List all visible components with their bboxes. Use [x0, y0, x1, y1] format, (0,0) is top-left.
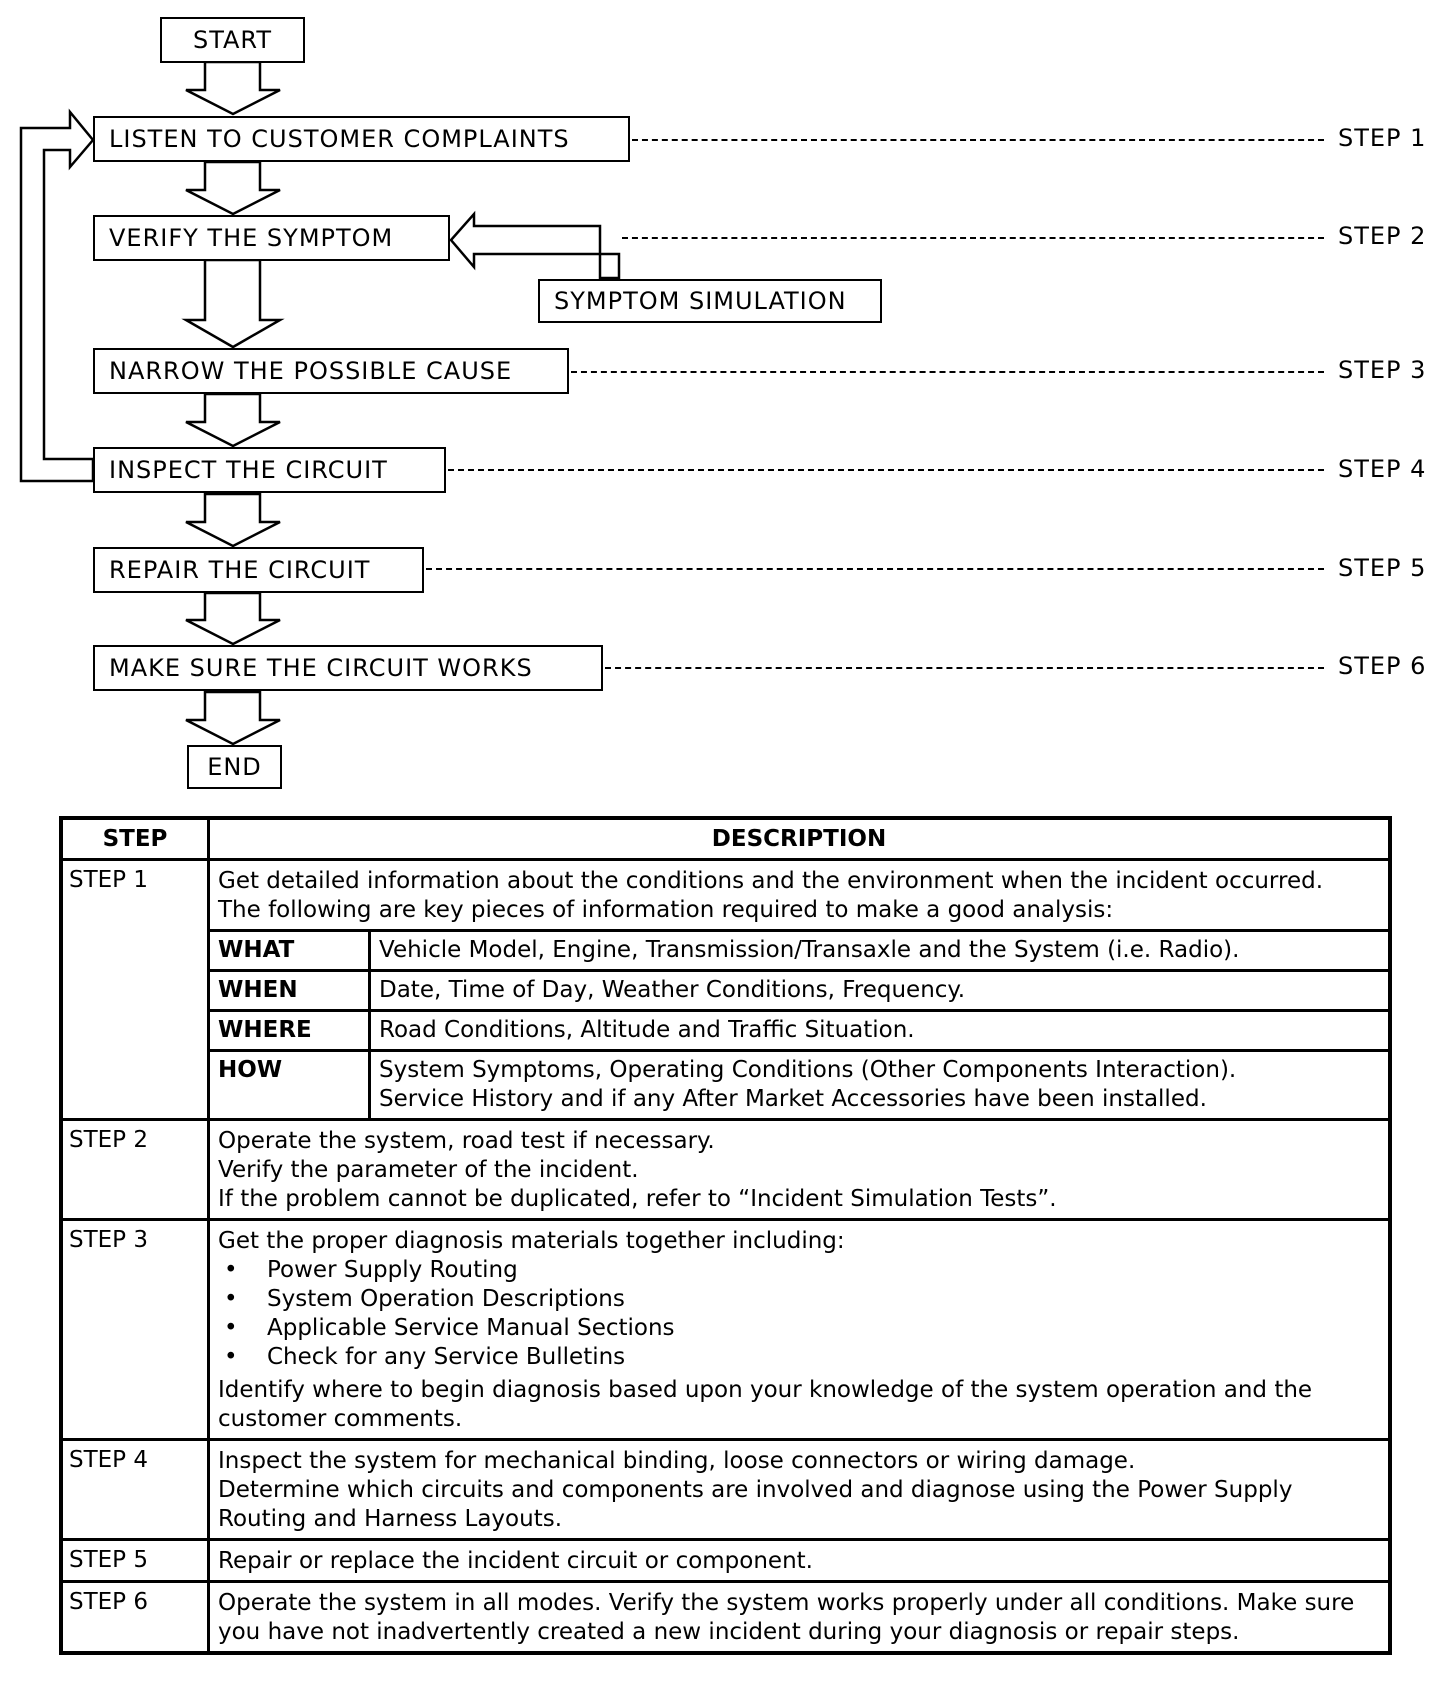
row-description: [209, 1220, 1391, 1440]
description-line: Verify the parameter of the incident.: [218, 1157, 639, 1183]
key-value: Road Conditions, Altitude and Traffic Situation.: [370, 1011, 1389, 1051]
table-row: [61, 1220, 1390, 1440]
description-line: If the problem cannot be duplicated, refer to “Incident Simulation Tests”.: [218, 1186, 1057, 1212]
header-step: STEP: [61, 818, 209, 860]
description-line: Determine which circuits and components are involved and diagnose using the Power Supply Routing and Harness Layouts.: [218, 1477, 1293, 1532]
step6-leader: [605, 667, 1324, 669]
key-info-row: [210, 1011, 1388, 1051]
key-info-row: [210, 971, 1388, 1011]
step3-label: STEP 3: [1338, 356, 1427, 384]
description-line: Get the proper diagnosis materials together including:: [218, 1228, 845, 1254]
row-step: STEP 2: [61, 1120, 209, 1220]
table-header-row: [61, 818, 1390, 860]
step4-box: INSPECT THE CIRCUIT: [93, 447, 446, 493]
step3-leader: [571, 371, 1324, 373]
flow-arrow: [186, 394, 280, 446]
key-label: WHEN: [210, 971, 370, 1011]
key-value: [370, 1051, 1389, 1119]
row-description: [209, 1120, 1391, 1220]
description-line: Operate the system, road test if necessary.: [218, 1128, 715, 1154]
table-row: [61, 860, 1390, 1120]
description-line: Repair or replace the incident circuit or component.: [218, 1548, 813, 1574]
key-label: HOW: [210, 1051, 370, 1119]
description-line: Inspect the system for mechanical binding, loose connectors or wiring damage.: [218, 1448, 1136, 1474]
table-row: [61, 1540, 1390, 1582]
description-line: Operate the system in all modes. Verify the system works properly under all conditions. Make sure you have not inadvertently created a new incident during your diagnosis or repair steps.: [218, 1590, 1355, 1645]
flow-arrow: [186, 593, 280, 644]
row-description: [209, 1540, 1391, 1582]
header-description: DESCRIPTION: [209, 818, 1391, 860]
row-description: [209, 860, 1391, 1120]
list-item: • Check for any Service Bulletins: [224, 1343, 1388, 1372]
table-row: [61, 1120, 1390, 1220]
step1-leader: [632, 139, 1324, 141]
row-step: STEP 4: [61, 1440, 209, 1540]
step3-box: NARROW THE POSSIBLE CAUSE: [93, 348, 569, 394]
step2-leader: [622, 237, 1324, 239]
list-item: • Applicable Service Manual Sections: [224, 1314, 1388, 1343]
step6-label: STEP 6: [1338, 652, 1427, 680]
flow-arrow: [186, 692, 280, 744]
flow-arrow: [186, 260, 280, 347]
table-row: [61, 1582, 1390, 1654]
step6-box: MAKE SURE THE CIRCUIT WORKS: [93, 645, 603, 691]
row-description: [209, 1440, 1391, 1540]
key-value: Vehicle Model, Engine, Transmission/Transaxle and the System (i.e. Radio).: [370, 931, 1389, 971]
table-row: [61, 1440, 1390, 1540]
flow-arrow: [186, 162, 280, 214]
flow-arrow: [186, 494, 280, 546]
end-box: END: [187, 745, 282, 789]
step5-leader: [426, 568, 1324, 570]
step-description-table: [59, 816, 1392, 1655]
key-info-row: [210, 931, 1388, 971]
key-value: Date, Time of Day, Weather Conditions, Frequency.: [370, 971, 1389, 1011]
materials-list: [210, 1256, 1388, 1372]
description-line: The following are key pieces of information required to make a good analysis:: [218, 897, 1114, 923]
list-item: • Power Supply Routing: [224, 1256, 1388, 1285]
step1-label: STEP 1: [1338, 124, 1427, 152]
step5-label: STEP 5: [1338, 554, 1427, 582]
symptom-simulation-box: SYMPTOM SIMULATION: [538, 279, 882, 323]
row-step: STEP 6: [61, 1582, 209, 1654]
key-value-line: Service History and if any After Market Accessories have been installed.: [379, 1086, 1207, 1112]
step5-box: REPAIR THE CIRCUIT: [93, 547, 424, 593]
description-line: Get detailed information about the conditions and the environment when the incident occurred.: [218, 868, 1323, 894]
row-description: [209, 1582, 1391, 1654]
row-step: STEP 3: [61, 1220, 209, 1440]
row-step: STEP 5: [61, 1540, 209, 1582]
list-item: • System Operation Descriptions: [224, 1285, 1388, 1314]
loop-arrow: [21, 112, 93, 481]
step4-label: STEP 4: [1338, 455, 1427, 483]
key-value-line: System Symptoms, Operating Conditions (Other Components Interaction).: [379, 1057, 1237, 1083]
key-info-table: [210, 929, 1388, 1118]
key-label: WHERE: [210, 1011, 370, 1051]
start-box: START: [160, 17, 305, 63]
step2-box: VERIFY THE SYMPTOM: [93, 215, 450, 261]
step2-label: STEP 2: [1338, 222, 1427, 250]
row-step: STEP 1: [61, 860, 209, 1120]
key-label: WHAT: [210, 931, 370, 971]
key-info-row: [210, 1051, 1388, 1119]
step4-leader: [448, 469, 1324, 471]
description-line: Identify where to begin diagnosis based upon your knowledge of the system operation and the customer comments.: [218, 1377, 1313, 1432]
simulation-arrow: [451, 214, 619, 278]
step1-box: LISTEN TO CUSTOMER COMPLAINTS: [93, 116, 630, 162]
flow-arrow: [186, 62, 280, 114]
